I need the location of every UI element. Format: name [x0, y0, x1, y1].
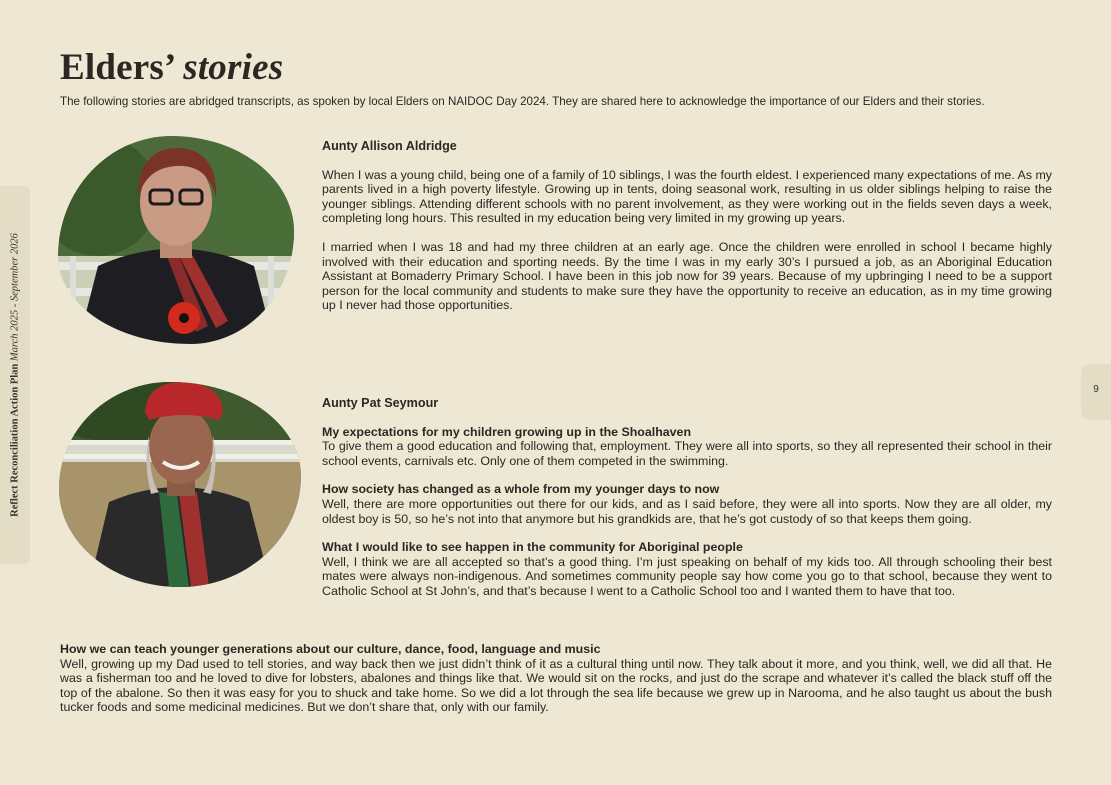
elder2-final-section: [60, 642, 1052, 715]
elder1-photo: [58, 136, 294, 344]
elder1-paragraph: When I was a young child, being one of a family of 10 siblings, I was the fourth eldest. I experienced many expectations of me. As my parents lived in a high poverty lifestyle. Growing up in tents, doing seasonal work, resulting in us older siblings helping to raise the younger siblings. Attending different schools with no parent involvement, as they were working out in the fields seven days a week, completing long hours. This resulted in my education being very limited in my growing up years.: [322, 167, 1052, 226]
elder2-section-heading: How society has changed as a whole from my younger days to now: [322, 482, 720, 497]
elder2-section-text: Well, there are more opportunities out there for our kids, and as I said before, they were all into sports. Now they are all older, my oldest boy is 50, so he’s not into that anymore but his grandkids are, that he’s got custody of so that keeps them going.: [322, 496, 1052, 526]
date-range: March 2025 - September 2026: [9, 233, 21, 362]
elder2-section-heading: How we can teach younger generations about our culture, dance, food, language and music: [60, 642, 601, 656]
elder1-story: [322, 139, 1052, 313]
title-plain: Elders’: [60, 47, 174, 88]
elder2-story: [322, 396, 1052, 599]
elder1-name: Aunty Allison Aldridge: [322, 139, 457, 153]
page-number-tab: [1081, 364, 1111, 420]
elder2-photo: [59, 382, 301, 587]
title-italic: stories: [183, 47, 284, 88]
elder1-paragraph: I married when I was 18 and had my three children at an early age. Once the children were enrolled in school I became highly involved with their education and sporting needs. By the time I was in my early 30’s I pursued a job, as an Aboriginal Education Assistant at Bomaderry Primary School. I have been in this job now for 39 years. Because of my upbringing I need to be a support person for the local community and students to make sure they have the opportunity to receive an education, as in my time growing up I never had those opportunities.: [322, 239, 1052, 313]
page-title: [60, 46, 283, 89]
elder2-section-text: To give them a good education and following that, employment. They were all into sports, so they all represented their school in their school events, carnivals etc. Only one of them competed in the swimming.: [322, 439, 1052, 468]
elder2-section-heading: What I would like to see happen in the community for Aboriginal people: [322, 540, 743, 555]
page-number: 9: [1093, 384, 1099, 395]
intro-text: The following stories are abridged transcripts, as spoken by local Elders on NAIDOC Day 2024. They are shared here to acknowledge the importance of our Elders and their stories.: [60, 95, 985, 108]
document-title: Reflect Reconciliation Action Plan: [9, 363, 21, 517]
document-title-vertical: [10, 233, 21, 517]
elder2-section-heading: My expectations for my children growing up in the Shoalhaven: [322, 424, 692, 439]
elder2-name: Aunty Pat Seymour: [322, 396, 439, 410]
elder2-section-text: Well, growing up my Dad used to tell stories, and way back then we just didn’t think of it as a cultural thing until now. They talk about it more, and you think, well, we did all that. He was a fisherman too and he loved to dive for lobsters, abalones and things like that. We would sit on the rocks, and just do the scrape and whatever it’s called the black stuff off the top of the abalone. So then it was easy for you to shuck and take home. So we did a lot through the sea life because we grew up in Narooma, and he also taught us about the bush tucker foods and some medicinal medicines. But we don’t share that, only with our family.: [60, 656, 1052, 715]
elder2-section-text: Well, I think we are all accepted so that’s a good thing. I’m just speaking on behalf of my kids too. All through schooling their best mates were always non-indigenous. And sometimes community people say how come you go to that school, because they went to Catholic School at St John’s, and that’s because I went to a Catholic School too and I wanted them to have that too.: [322, 554, 1052, 598]
